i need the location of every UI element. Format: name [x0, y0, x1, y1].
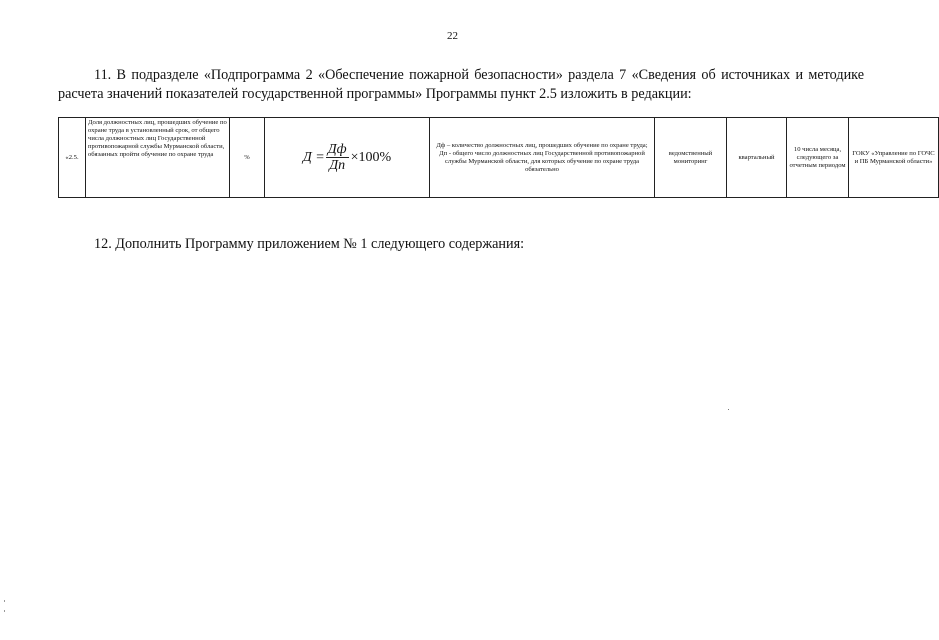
- formula-denominator: Дп: [329, 158, 346, 173]
- scan-speck: [728, 409, 729, 410]
- deadline: 10 числа месяца, следующего за отчетным периодом: [787, 118, 849, 198]
- page-number: 22: [447, 30, 458, 42]
- indicator-table: [58, 117, 939, 198]
- formula-lhs: Д =: [302, 149, 325, 165]
- formula: [303, 142, 391, 173]
- scan-edge-mark: [4, 600, 5, 602]
- unit-cell: %: [230, 118, 265, 198]
- scan-edge-mark: [4, 610, 5, 612]
- formula-cell: [265, 118, 430, 198]
- paragraph-11: 11. В подразделе «Подпрограмма 2 «Обеспечение пожарной безопасности» раздела 7 «Сведения об источниках и методике расчета значений показателей государственной программы» Программы пункт 2.5 изложить в редакции:: [58, 67, 864, 102]
- formula-description: Дф – количество должностных лиц, прошедших обучение по охране труда; Дп - общего число должностных лиц Государственной противопожарной службы Мурманской области, для которых обучение по охране труда обязательно: [430, 118, 655, 198]
- indicator-name: Доля должностных лиц, прошедших обучение по охране труда в установленный срок, от общего числа должностных лиц Государственной противопожарной службы Мурманской области, обязанных пройти обучение по охране труда: [86, 118, 230, 198]
- data-source: ведомственный мониторинг: [655, 118, 727, 198]
- formula-multiplier: ×100%: [350, 149, 392, 165]
- formula-numerator: Дф: [327, 142, 347, 157]
- responsible-body: ГОКУ «Управление по ГОЧС и ПБ Мурманской области»: [849, 118, 939, 198]
- row-number: «2.5.: [59, 118, 86, 198]
- periodicity: квартальный: [727, 118, 787, 198]
- paragraph-12: 12. Дополнить Программу приложением № 1 следующего содержания:: [94, 236, 525, 252]
- formula-fraction: [326, 142, 349, 173]
- table-row: [59, 118, 939, 198]
